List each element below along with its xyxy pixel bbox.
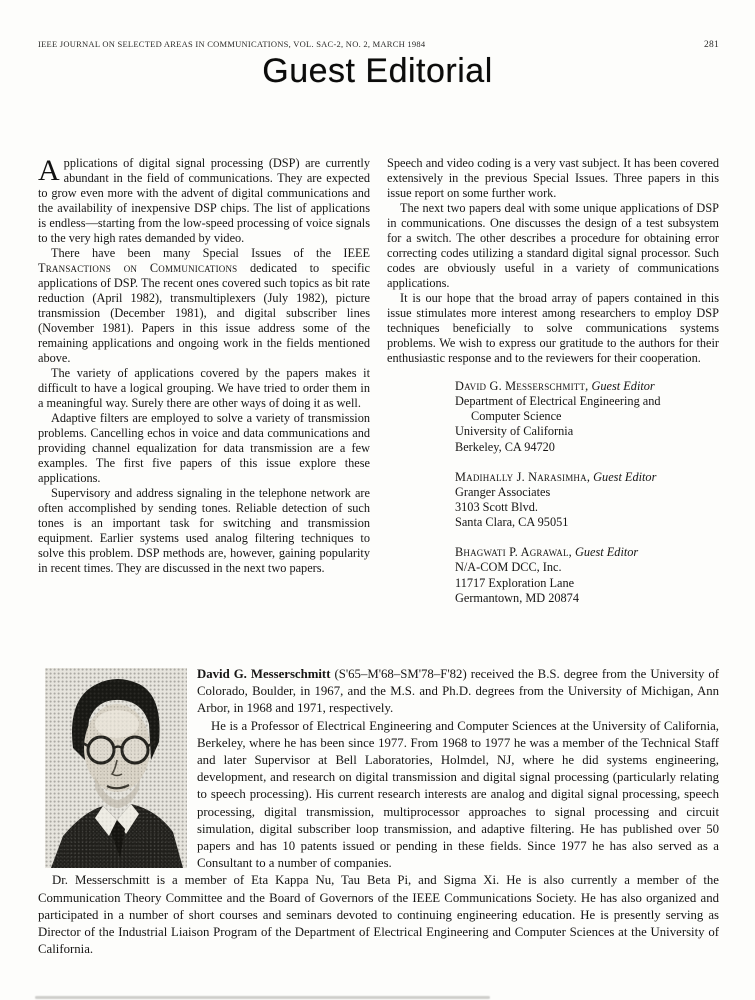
- left-column: [38, 156, 370, 621]
- biography-section: [38, 666, 719, 958]
- running-head: [38, 39, 719, 50]
- halftone-portrait-icon: [45, 668, 187, 868]
- right-column: [387, 156, 719, 621]
- paragraph-applications: [38, 156, 370, 246]
- editor-role: Guest Editor: [591, 379, 655, 393]
- bio-paragraph-memberships: Dr. Messerschmitt is a member of Eta Kappa Nu, Tau Beta Pi, and Sigma Xi. He is also currently a member of the Communication Theory Committee and the Board of Governors of the IEEE Communications Society. He has also organized and participated in a number of short courses and seminars devoted to continuing engineering education. He is presently serving as Director of the Industrial Liaison Program of the Department of Electrical Engineering and Computer Sciences at the University of California.: [38, 873, 719, 957]
- bio-paragraph-career: He is a Professor of Electrical Engineering and Computer Sciences at the University of California, Berkeley, where he has been since 1977. From 1968 to 1977 he was a member of the Technical Staff and later Supervisor at Bell Laboratories, Holmdel, NJ, where he did systems engineering, development, and research on digital transmission and digital signal processing (particularly relating to speech processing). His current research interests are analog and digital signal processing, speech processing, digital transmission, multiprocessor approaches to signal processing and circuit simulation, digital subscriber loop transmission, and adaptive filtering. He has published over 50 papers and has 10 patents issued or pending in these fields. Since 1977 he has also served as a Consultant to a number of companies.: [197, 718, 719, 871]
- scan-artifact-line: [35, 996, 490, 999]
- paragraph-special-issues: [38, 246, 370, 366]
- editor-role: Guest Editor: [575, 545, 639, 560]
- paragraph-speech-video: Speech and video coding is a very vast subject. It has been covered extensively in the previous Special Issues. Three papers in this issue report on some further work.: [387, 156, 719, 200]
- editor-name-line: [455, 379, 719, 394]
- editor-address-line: N/A-COM DCC, Inc.: [455, 560, 562, 575]
- paragraph-variety: The variety of applications covered by the papers makes it difficult to have a logical grouping. We have tried to order them in a meaningful way. Surely there are other ways of doing it as well.: [38, 366, 370, 410]
- editor-block-messerschmitt: [455, 379, 719, 455]
- paragraph-signaling: Supervisory and address signaling in the telephone network are often accomplished by sending tones. Reliable detection of such tones is an important task for switching and transmission equipment. Earlier systems used analog filtering techniques to solve this problem. DSP methods are, however, gaining popularity in recent times. They are discussed in the next two papers.: [38, 486, 370, 575]
- editor-block-narasimha: [455, 470, 719, 531]
- editor-name: Madihally J. Narasimha,: [455, 469, 591, 484]
- editor-address-line: Berkeley, CA 94720: [455, 439, 555, 454]
- editor-address-line: Department of Electrical Engineering and: [455, 394, 661, 408]
- editor-address-line: Germantown, MD 20874: [455, 590, 579, 605]
- bio-subject-name: David G. Messerschmitt: [197, 667, 335, 681]
- bio-text: (S'65–M'68–SM'78–F'82) received the B.S. degree from the University of Colorado, Boulder, in 1967, and the M.S. and Ph.D. degrees from the University of Michigan, Ann Arbor, in 1968 and 1971, respectively.: [197, 667, 720, 716]
- editor-name-line: [455, 545, 719, 560]
- editorial-body: [38, 156, 719, 621]
- article-title: Guest Editorial: [262, 52, 493, 90]
- editor-name: Bhagwati P. Agrawal,: [455, 545, 572, 560]
- drop-cap: A: [38, 154, 60, 187]
- paragraph-text: pplications of digital signal processing (DSP) are currently abundant in the field of communications. They are expected to grow even more with the advent of digital communications and the availability of inexpensive DSP chips. The list of applications is endless—starting from the low-speed processing of voice signals to the very high rates demanded by video.: [38, 156, 370, 245]
- paragraph-text: dedicated to specific applications of DSP. The recent ones covered such topics as bit rate reduction (April 1982), transmultiplexers (July 1982), picture transmission (December 1981), and digital subscriber lines (November 1981). Papers in this issue address some of the remaining applications and ongoing work in the fields mentioned above.: [38, 261, 370, 365]
- paragraph-unique-applications: The next two papers deal with some unique applications of DSP in communications. One discusses the design of a test subsystem for a switch. The other describes a procedure for obtaining error correcting codes utilizing a standard digital signal processor. Such codes are obviously useful in a variety of communications applications.: [387, 201, 719, 290]
- page-number: 281: [704, 40, 719, 50]
- paragraph-text: There have been many Special Issues of the IEEE: [51, 246, 370, 260]
- editor-name-line: [455, 470, 719, 485]
- editor-address-line: University of California: [455, 424, 574, 439]
- paragraph-adaptive-filters: Adaptive filters are employed to solve a variety of transmission problems. Cancelling echos in voice and data communications and providing channel equalization for data transmission are a few examples. The first five papers of this issue explore these applications.: [38, 411, 370, 485]
- editor-name: David G. Messerschmitt,: [455, 379, 589, 393]
- editor-address-line: Granger Associates: [455, 484, 551, 499]
- editor-address-line: 3103 Scott Blvd.: [455, 500, 539, 515]
- portrait-photo: [45, 668, 187, 868]
- editor-address-line: Santa Clara, CA 95051: [455, 515, 569, 530]
- paragraph-hope: It is our hope that the broad array of papers contained in this issue stimulates more interest among researchers to employ DSP techniques beneficially to solve communications systems problems. We wish to express our gratitude to the authors for their enthusiastic response and to the reviewers for their cooperation.: [387, 291, 719, 365]
- guest-editor-signatures: [455, 379, 719, 606]
- editor-block-agrawal: [455, 545, 719, 606]
- editor-address-line: Computer Science: [471, 409, 562, 424]
- journal-citation: IEEE JOURNAL ON SELECTED AREAS IN COMMUNICATIONS, VOL. SAC-2, NO. 2, MARCH 1984: [38, 39, 426, 49]
- journal-name-smallcaps: Transactions on Communications: [38, 261, 238, 275]
- editor-role: Guest Editor: [593, 469, 657, 484]
- editor-address-line: 11717 Exploration Lane: [455, 575, 575, 590]
